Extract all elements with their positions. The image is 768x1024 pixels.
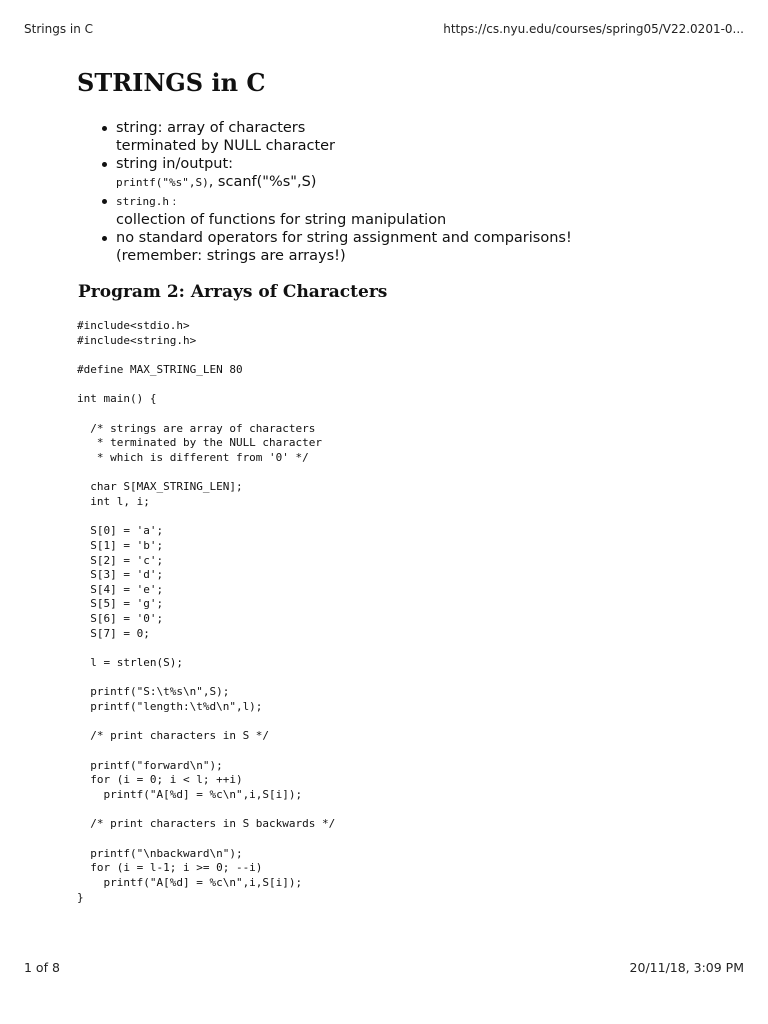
code-line: * terminated by the NULL character	[77, 436, 323, 450]
code-block	[77, 319, 335, 905]
code-line: int l, i;	[77, 494, 150, 508]
bullet-dot-icon	[102, 199, 107, 204]
code-line: S[6] = '0';	[77, 612, 164, 626]
code-line: S[2] = 'c';	[77, 553, 164, 567]
code-line: printf("S:\t%s\n",S);	[77, 685, 230, 699]
code-line: S[5] = 'g';	[77, 597, 164, 611]
section-title: Program 2: Arrays of Characters	[78, 282, 388, 302]
bullet-line	[116, 192, 572, 211]
code-line	[77, 378, 335, 393]
code-line: * which is different from '0' */	[77, 450, 309, 464]
code-line	[77, 407, 335, 422]
code-line: }	[77, 890, 84, 904]
code-line: printf("A[%d] = %c\n",i,S[i]);	[77, 875, 303, 889]
bullet-dot-icon	[102, 126, 107, 131]
inline-code: printf("%s",S)	[116, 176, 209, 189]
code-line: int main() {	[77, 392, 157, 406]
bullet-line: string: array of characters	[116, 120, 306, 136]
bullet-line: collection of functions for string manipulation	[116, 212, 447, 228]
code-line	[77, 744, 335, 759]
print-date: 20/11/18, 3:09 PM	[629, 960, 744, 975]
code-line	[77, 671, 335, 686]
bullet-line	[116, 173, 572, 192]
bullet-list	[100, 119, 572, 265]
code-line: for (i = 0; i < l; ++i)	[77, 773, 243, 787]
bullet-item	[100, 119, 572, 155]
code-line: printf("\nbackward\n");	[77, 846, 243, 860]
code-line	[77, 510, 335, 525]
code-line: S[4] = 'e';	[77, 582, 164, 596]
bullet-line: (remember: strings are arrays!)	[116, 248, 346, 264]
code-line	[77, 715, 335, 730]
document-url[interactable]: https://cs.nyu.edu/courses/spring05/V22.0201-0...	[443, 22, 744, 36]
bullet-line-text: :	[168, 195, 177, 208]
code-line: printf("forward\n");	[77, 758, 223, 772]
code-line: #define MAX_STRING_LEN 80	[77, 362, 243, 376]
code-line	[77, 803, 335, 818]
code-line	[77, 832, 335, 847]
bullet-line: no standard operators for string assignment and comparisons!	[116, 230, 572, 246]
code-line: #include<string.h>	[77, 333, 197, 347]
inline-code: string.h	[116, 195, 169, 208]
code-line	[77, 348, 335, 363]
bullet-item	[100, 155, 572, 192]
bullet-item	[100, 192, 572, 229]
code-line: printf("length:\t%d\n",l);	[77, 700, 263, 714]
code-line: #include<stdio.h>	[77, 319, 190, 332]
code-line: S[3] = 'd';	[77, 568, 164, 582]
code-line: S[0] = 'a';	[77, 524, 164, 538]
document-title: Strings in C	[24, 22, 94, 36]
page-count: 1 of 8	[24, 960, 60, 975]
bullet-dot-icon	[102, 236, 107, 241]
bullet-line-text: , scanf("%s",S)	[208, 174, 317, 190]
print-header	[24, 22, 744, 38]
bullet-item	[100, 229, 572, 265]
bullet-line: string in/output:	[116, 156, 234, 172]
code-line: S[7] = 0;	[77, 626, 150, 640]
code-line: /* print characters in S */	[77, 729, 270, 743]
code-line	[77, 641, 335, 656]
code-line	[77, 466, 335, 481]
code-line: /* print characters in S backwards */	[77, 817, 336, 831]
code-line: printf("A[%d] = %c\n",i,S[i]);	[77, 788, 303, 801]
code-line: /* strings are array of characters	[77, 421, 316, 435]
print-footer	[24, 960, 744, 976]
bullet-line: terminated by NULL character	[116, 138, 336, 154]
code-line: char S[MAX_STRING_LEN];	[77, 480, 243, 494]
code-line: S[1] = 'b';	[77, 538, 164, 552]
code-line: for (i = l-1; i >= 0; --i)	[77, 861, 263, 875]
bullet-dot-icon	[102, 162, 107, 167]
code-line: l = strlen(S);	[77, 656, 183, 670]
page-title: STRINGS in C	[77, 68, 266, 97]
